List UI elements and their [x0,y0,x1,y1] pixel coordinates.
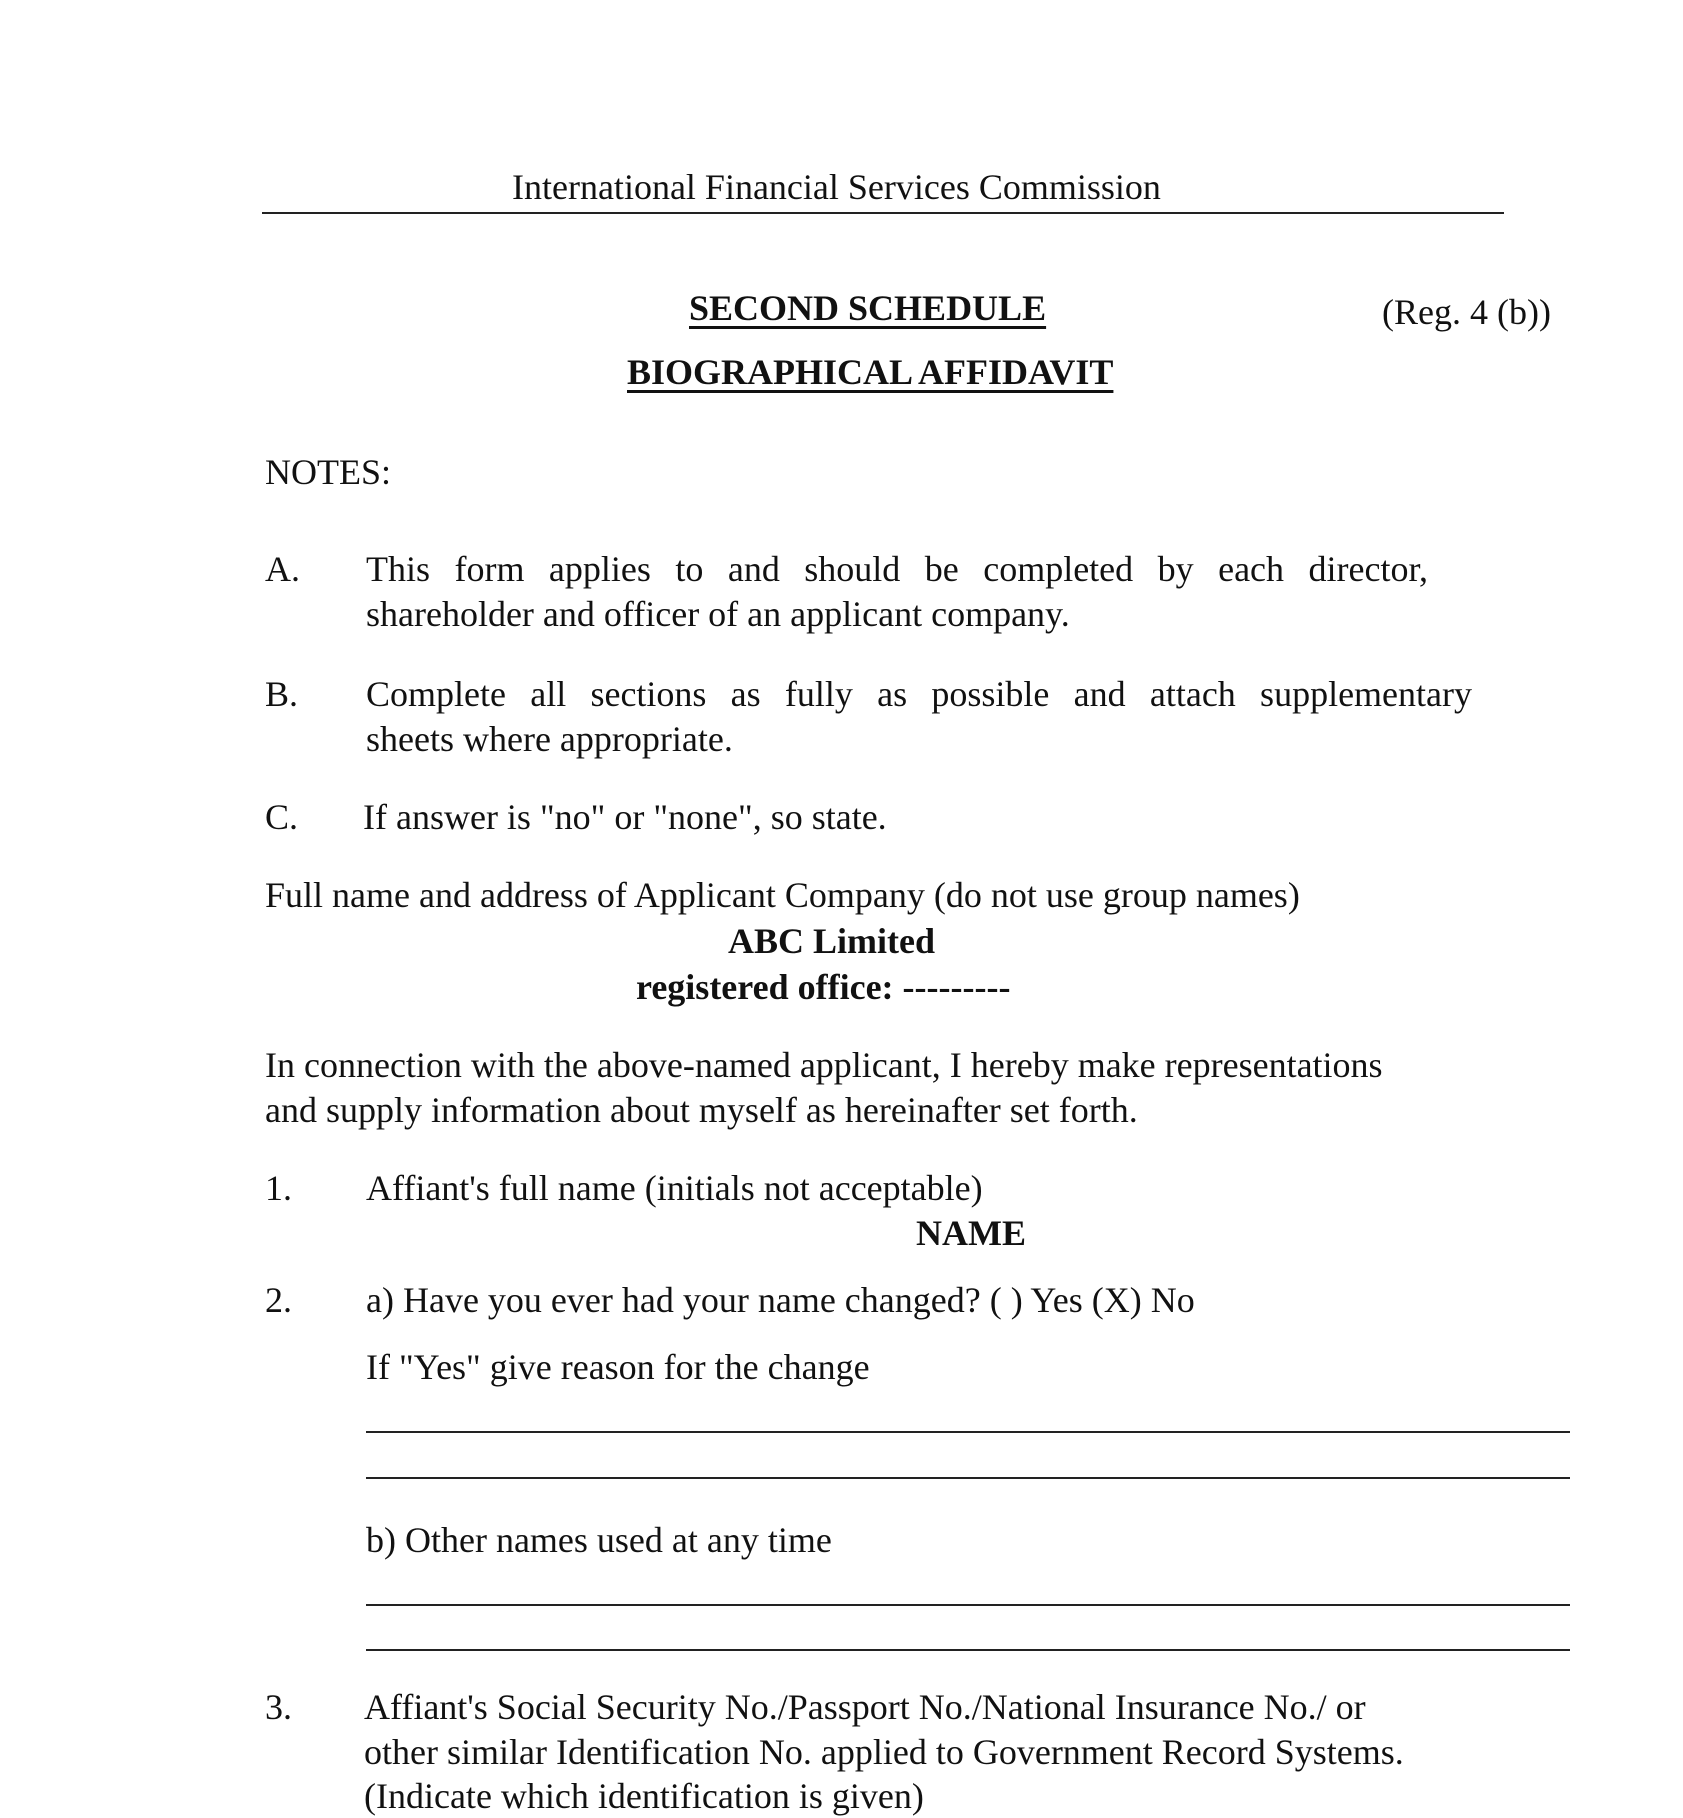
question-2b-label: b) Other names used at any time [366,1520,832,1560]
question-3-number: 3. [265,1687,292,1727]
intro-line2: and supply information about myself as hereinafter set forth. [265,1090,1138,1130]
document-header: International Financial Services Commission [512,167,1161,207]
question-3-line2: other similar Identification No. applied to Government Record Systems. [364,1732,1404,1772]
note-letter-c: C. [265,797,299,837]
answer-line[interactable] [366,1604,1570,1606]
form-subtitle: BIOGRAPHICAL AFFIDAVIT [627,352,1114,392]
question-2-number: 2. [265,1280,292,1320]
question-2a-followup: If "Yes" give reason for the change [366,1347,870,1387]
header-rule [262,212,1504,214]
question-3-line3: (Indicate which identification is given) [364,1776,924,1816]
question-2a-label: a) Have you ever had your name changed? ( ) Yes (X) No [366,1280,1195,1320]
answer-line[interactable] [366,1649,1570,1651]
answer-line[interactable] [366,1477,1570,1479]
intro-line1: In connection with the above-named applicant, I hereby make representations [265,1045,1383,1085]
notes-heading: NOTES: [265,452,391,492]
question-1-label: Affiant's full name (initials not acceptable) [366,1168,983,1208]
question-1-number: 1. [265,1168,292,1208]
note-b-line1: Complete all sections as fully as possible and attach supplementary [366,674,1472,714]
applicant-label: Full name and address of Applicant Company (do not use group names) [265,875,1300,915]
note-c-line1: If answer is "no" or "none", so state. [363,797,887,837]
applicant-name: ABC Limited [728,921,935,961]
note-a-line1: This form applies to and should be completed by each director, [366,549,1428,589]
regulation-reference: (Reg. 4 (b)) [1382,292,1551,332]
registered-office: registered office: --------- [636,967,1011,1007]
schedule-title: SECOND SCHEDULE [689,288,1047,328]
affiant-name-answer: NAME [916,1213,1026,1253]
answer-line[interactable] [366,1431,1570,1433]
note-letter-a: A. [265,549,300,589]
note-a-line2: shareholder and officer of an applicant company. [366,594,1070,634]
note-letter-b: B. [265,674,299,714]
note-b-line2: sheets where appropriate. [366,719,733,759]
question-3-line1: Affiant's Social Security No./Passport No./National Insurance No./ or [364,1687,1366,1727]
